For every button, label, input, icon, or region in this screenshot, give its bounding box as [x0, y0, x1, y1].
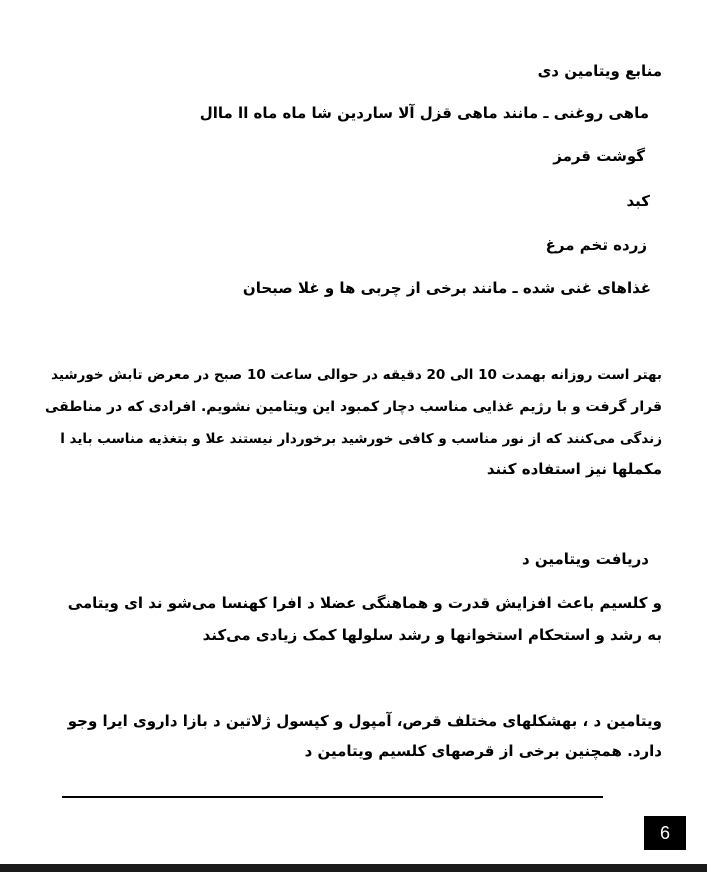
intake-line-1: و کلسیم باعث افزایش قدرت و هماهنگی عضلا د افرا کهنسا می‌شو ند ای ویتامی — [67, 594, 662, 612]
advice-line-3: زندگی می‌کنند که از نور مناسب و کافی خورشید برخوردار نیستند علا و بتغذیه مناسب باید ا — [60, 431, 662, 447]
forms-line-2: دارد. همچنین برخی از قرصهای کلسیم ویتامین د — [304, 742, 662, 760]
sources-item-egg-yolk: زرده تخم مرغ — [545, 236, 647, 254]
advice-line-4: مکملها نیز استفاده کنند — [486, 460, 662, 478]
sources-item-red-meat: گوشت قرمز — [553, 147, 645, 165]
sources-heading: منابع ویتامین دی — [537, 62, 662, 80]
footer-divider — [62, 796, 603, 798]
advice-line-2: قرار گرفت و با رژیم غذایی مناسب دچار کمبود این ویتامین نشویم. افرادی که در مناطقی — [45, 399, 662, 415]
sources-item-oily-fish: ماهی روغنی ـ مانند ماهی قزل آلا ساردین شا ماه ماه اا ماال — [199, 104, 649, 122]
sources-item-fortified-foods: غذاهای غنی شده ـ مانند برخی از چربی ها و غلا صبحان — [242, 279, 651, 297]
sources-item-liver: کبد — [626, 192, 650, 210]
page-number: 6 — [644, 816, 686, 850]
intake-heading: دریافت ویتامین د — [521, 550, 649, 568]
forms-line-1: ویتامین د ، بهشکلهای مختلف قرص، آمپول و کپسول ژلاتین د بازا داروی ایرا وجو — [67, 712, 662, 730]
intake-line-2: به رشد و استحکام استخوانها و رشد سلولها کمک زیادی می‌کند — [202, 626, 662, 644]
page-bottom-border — [0, 864, 707, 872]
advice-line-1: بهتر است روزانه بهمدت 10 الی 20 دقیقه در حوالی ساعت 10 صبح در معرض تابش خورشید — [51, 367, 662, 383]
